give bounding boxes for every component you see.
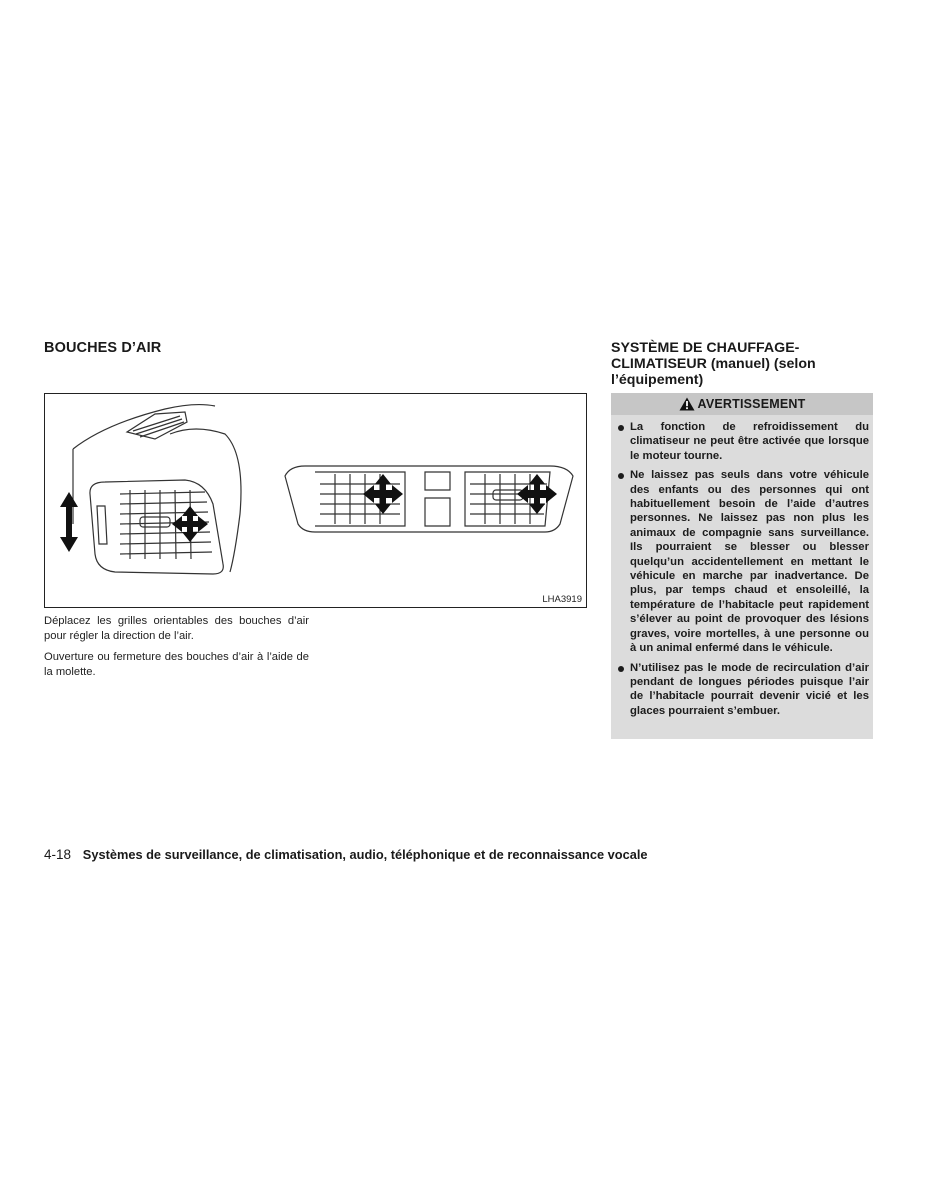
figure-caption-1: Déplacez les grilles orientables des bouches d’air pour régler la direction de l’air. — [44, 615, 309, 642]
warning-list — [611, 415, 873, 718]
bullet-icon — [618, 666, 624, 672]
figure-caption-2: Ouverture ou fermeture des bouches d’air à l’aide de la molette. — [44, 651, 309, 678]
air-vents-illustration — [44, 393, 587, 608]
section-heading-climate-system — [611, 340, 873, 388]
warning-triangle-icon — [679, 397, 695, 411]
page-number: 4-18 — [44, 847, 72, 862]
heading-line-2: CLIMATISEUR (manuel) (selon — [611, 356, 816, 372]
warning-box — [611, 393, 873, 739]
heading-line-1: SYSTÈME DE CHAUFFAGE- — [611, 340, 800, 356]
bullet-icon — [618, 473, 624, 479]
warning-title: AVERTISSEMENT — [697, 397, 806, 411]
footer-section-title: Systèmes de surveillance, de climatisation, audio, téléphonique et de reconnaissance vocale — [82, 847, 648, 862]
bullet-icon — [618, 425, 624, 431]
figure-code: LHA3919 — [542, 594, 582, 605]
heading-line-3: l’équipement) — [611, 372, 704, 388]
section-heading-air-vents: BOUCHES D’AIR — [44, 340, 162, 356]
warning-item: N’utilisez pas le mode de recirculation d’air pendant de longues périodes puisque l’air de l’habitacle pourrait devenir vicié et les glaces pourraient s’embuer. — [615, 661, 869, 719]
vent-diagram — [45, 394, 586, 607]
warning-title-bar — [611, 393, 873, 415]
warning-item: La fonction de refroidissement du climatiseur ne peut être activée que lorsque le moteur tourne. — [615, 420, 869, 463]
warning-item: Ne laissez pas seuls dans votre véhicule des enfants ou des personnes qui ont habituellement besoin de l’aide d’autres personnes. Ne laissez pas non plus les animaux de compagnie sans surveillance. Ils pourraient se blesser ou blesser quelqu’un accidentellement en mettant le véhicule en marche par inadvertance. De plus, par temps chaud et ensoleillé, la température de l’habitacle peut rapidement s’élever au point de provoquer des lésions graves, voire mortelles, à une personne ou à un animal enfermé dans le véhicule. — [615, 468, 869, 655]
page-footer — [44, 847, 648, 862]
